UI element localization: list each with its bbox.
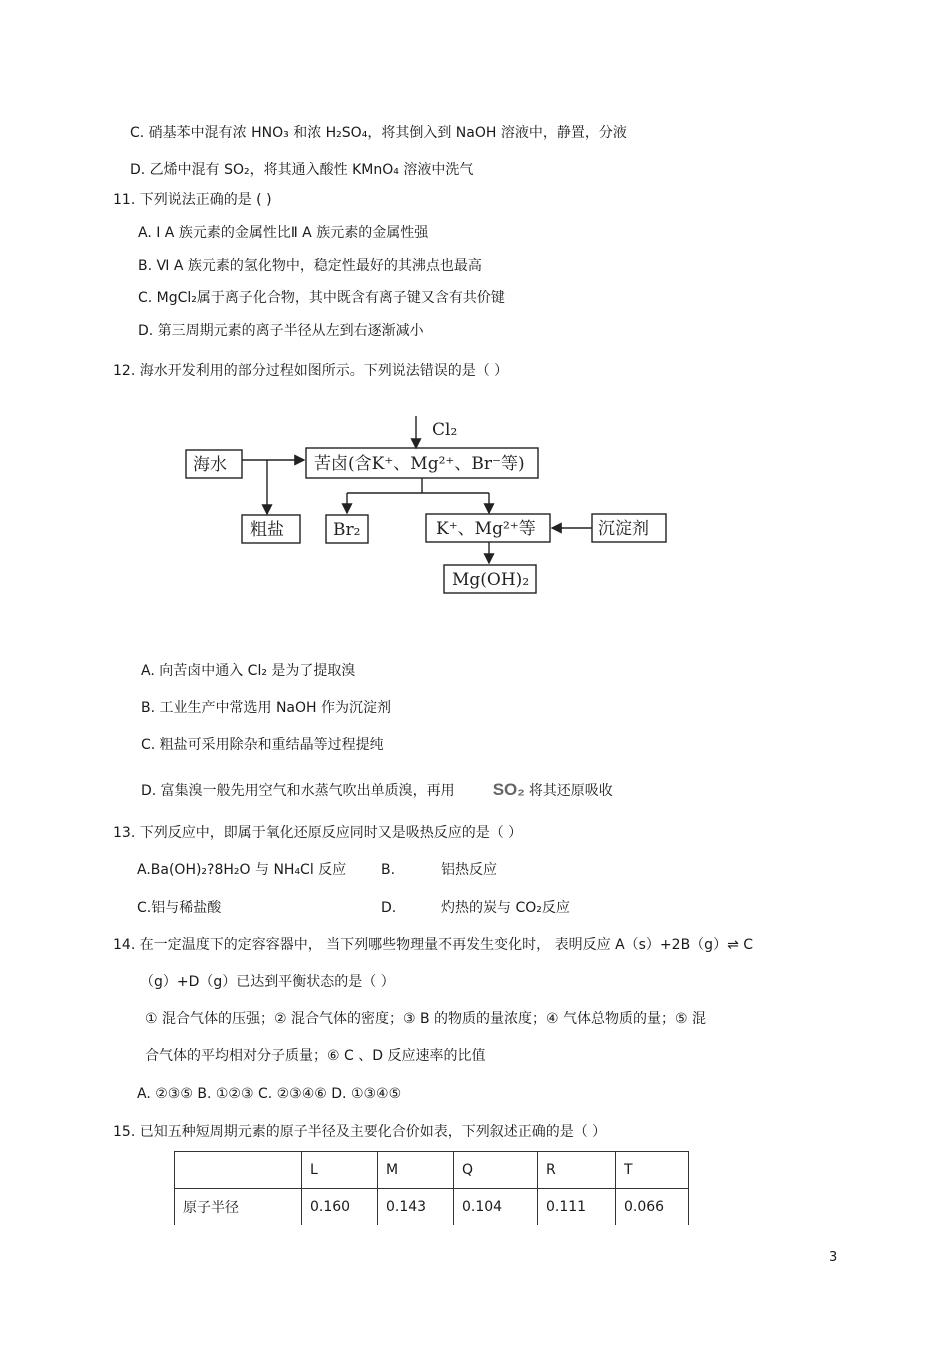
table-cell: 0.104 xyxy=(454,1189,538,1226)
crude-salt-label: 粗盐 xyxy=(250,520,284,540)
q13-option-a: A.Ba(OH)₂?8H₂O 与 NH₄Cl 反应 xyxy=(137,862,347,878)
q13-stem: 13. 下列反应中，即属于氧化还原反应同时又是吸热反应的是（ ） xyxy=(113,825,523,841)
q15-stem: 15. 已知五种短周期元素的原子半径及主要化合价如表，下列叙述正确的是（ ） xyxy=(113,1124,607,1140)
bittern-label: 苦卤(含K⁺、Mg²⁺、Br⁻等) xyxy=(314,454,525,474)
q13-option-d-letter: D. xyxy=(381,900,397,916)
q14-options: A. ②③⑤ B. ①②③ C. ②③④⑥ D. ①③④⑤ xyxy=(137,1086,402,1102)
q12-option-d-text: D. 富集溴一般先用空气和水蒸气吹出单质溴，再用 xyxy=(141,783,455,799)
br2-label: Br₂ xyxy=(333,520,361,540)
table-cell: M xyxy=(378,1152,454,1189)
precipitant-label: 沉淀剂 xyxy=(598,519,649,539)
kmg-label: K⁺、Mg²⁺等 xyxy=(436,519,536,539)
q12-option-d-tail: 将其还原吸收 xyxy=(528,783,613,799)
page-number: 3 xyxy=(829,1250,838,1265)
table-cell: 0.111 xyxy=(538,1189,616,1226)
cl2-label: Cl₂ xyxy=(432,420,458,440)
table-cell: 0.066 xyxy=(616,1189,689,1226)
q13-option-b-letter: B. xyxy=(381,862,396,878)
table-cell: T xyxy=(616,1152,689,1189)
q10-option-d: D. 乙烯中混有 SO₂，将其通入酸性 KMnO₄ 溶液中洗气 xyxy=(130,162,474,178)
table-header-row xyxy=(175,1152,689,1189)
q12-option-d xyxy=(141,780,613,801)
q11-option-b: B. Ⅵ A 族元素的氢化物中，稳定性最好的其沸点也最高 xyxy=(138,258,482,274)
q11-option-c: C. MgCl₂属于离子化合物，其中既含有离子键又含有共价键 xyxy=(138,290,505,306)
q12-option-c: C. 粗盐可采用除杂和重结晶等过程提纯 xyxy=(141,737,384,753)
element-table xyxy=(174,1151,689,1225)
q11-option-d: D. 第三周期元素的离子半径从左到右逐渐减小 xyxy=(138,323,424,339)
q13-option-c: C.铝与稀盐酸 xyxy=(137,900,222,916)
q11-stem: 11. 下列说法正确的是 ( ) xyxy=(113,192,272,208)
so2-formula: SO₂ xyxy=(492,780,525,799)
table-cell: 原子半径 xyxy=(175,1189,302,1226)
q13-option-d: 灼热的炭与 CO₂反应 xyxy=(441,900,570,916)
table-cell xyxy=(175,1152,302,1189)
table-cell: L xyxy=(302,1152,378,1189)
q11-option-a: A. Ⅰ A 族元素的金属性比Ⅱ A 族元素的金属性强 xyxy=(138,225,429,241)
q14-conditions-line1: ① 混合气体的压强；② 混合气体的密度；③ B 的物质的量浓度；④ 气体总物质的量；⑤ 混 xyxy=(145,1011,707,1027)
table-cell: 0.160 xyxy=(302,1189,378,1226)
q14-stem-line1: 14. 在一定温度下的定容容器中， 当下列哪些物理量不再发生变化时， 表明反应 A（s）+2B（g）⇌ C xyxy=(113,937,754,953)
q14-stem-line2: （g）+D（g）已达到平衡状态的是（ ） xyxy=(140,974,395,990)
q12-option-b: B. 工业生产中常选用 NaOH 作为沉淀剂 xyxy=(141,700,392,716)
q13-option-b: 铝热反应 xyxy=(441,862,497,878)
q14-conditions-line2: 合气体的平均相对分子质量；⑥ C 、D 反应速率的比值 xyxy=(145,1048,486,1064)
table-cell: R xyxy=(538,1152,616,1189)
q10-option-c: C. 硝基苯中混有浓 HNO₃ 和浓 H₂SO₄，将其倒入到 NaOH 溶液中，静置，分液 xyxy=(130,125,627,141)
seawater-label: 海水 xyxy=(193,455,227,475)
table-cell: 0.143 xyxy=(378,1189,454,1226)
q12-stem: 12. 海水开发利用的部分过程如图所示。下列说法错误的是（ ） xyxy=(113,363,509,379)
mgoh2-label: Mg(OH)₂ xyxy=(452,570,530,590)
table-row xyxy=(175,1189,689,1226)
q12-option-a: A. 向苦卤中通入 Cl₂ 是为了提取溴 xyxy=(141,663,356,679)
table-cell: Q xyxy=(454,1152,538,1189)
seawater-flow-diagram xyxy=(180,412,680,606)
